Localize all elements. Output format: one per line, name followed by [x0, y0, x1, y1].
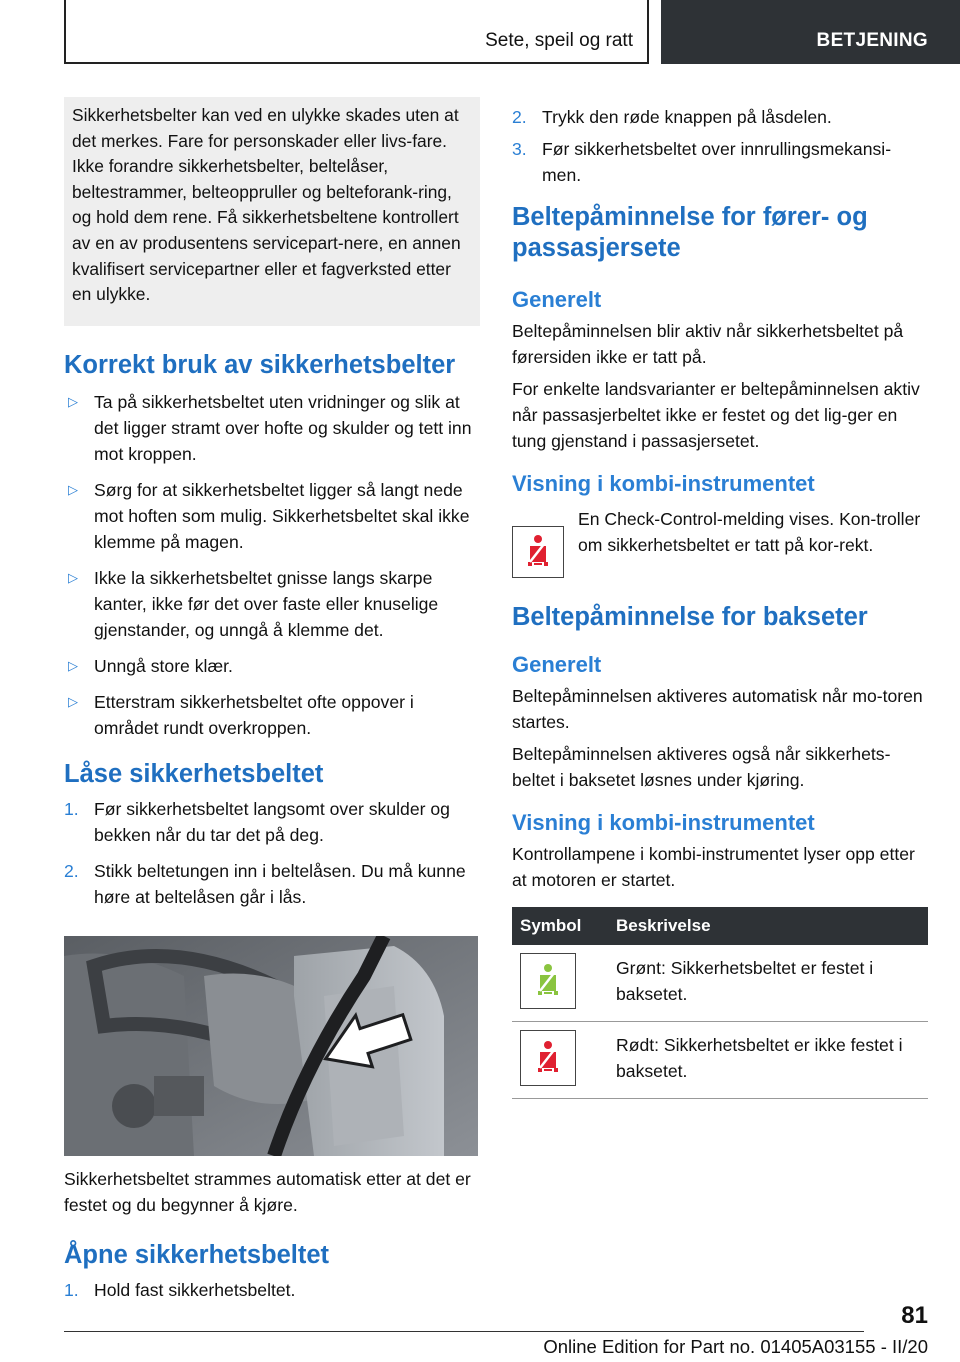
table-header-row — [512, 907, 928, 945]
paragraph: For enkelte landsvarianter er beltepåminnelsen aktiv når passasjerbeltet ikke er festet og det lig-ger en tung gjenstand i passasjersetet. — [512, 379, 920, 451]
triangle-bullet-icon: ▷ — [68, 481, 78, 497]
seatbelt-red-icon — [520, 1030, 576, 1086]
header-section-title: Sete, speil og ratt — [485, 30, 633, 51]
left-column — [64, 100, 480, 1313]
apne-steps-continued — [512, 104, 928, 188]
heading-apne: Åpne sikkerhetsbeltet — [64, 1240, 330, 1269]
list-item: ▷ Etterstram sikkerhetsbeltet ofte oppover i området rundt overkroppen. — [64, 689, 480, 741]
table-header-symbol: Symbol — [512, 907, 608, 945]
heading-forer-passasjer: Beltepåminnelse for fører- og passasjersete — [512, 203, 868, 262]
triangle-bullet-icon: ▷ — [68, 569, 78, 585]
page-number: 81 — [901, 1302, 928, 1329]
paragraph: Beltepåminnelsen blir aktiv når sikkerhetsbeltet på førersiden ikke er tatt på. — [512, 321, 904, 367]
heading-visning-1: Visning i kombi-instrumentet — [512, 471, 815, 496]
symbol-table — [512, 907, 928, 1099]
heading-generelt-1: Generelt — [512, 287, 602, 312]
paragraph: En Check-Control-melding vises. Kon-troller om sikkerhetsbeltet er tatt på kor-rekt. — [578, 509, 921, 555]
header-section-tab — [64, 0, 649, 64]
table-row — [512, 945, 928, 1022]
list-item: ▷ Sørg for at sikkerhetsbeltet ligger så langt nede mot hoften som mulig. Sikkerhetsbeltet skal ikke klemme på magen. — [64, 477, 480, 555]
footer-divider — [64, 1331, 864, 1332]
list-item: 2. Stikk beltetungen inn i beltelåsen. Du må kunne høre at beltelåsen går i lås. — [64, 860, 466, 907]
warning-text: Sikkerhetsbelter kan ved en ulykke skades uten at det merkes. Fare for personskader eller livs-fare. Ikke forandre sikkerhetsbelter, beltelåser, beltestrammer, belteoppruller og belteforank-ring, og hold dem rene. Få sikkerhetsbeltene kontrollert av en av produsentens servicepart-nere, en annen kvalifisert servicepartner eller et fagverksted etter en ulykke. — [72, 105, 461, 305]
bullet-list — [64, 389, 480, 741]
lase-steps — [64, 796, 480, 910]
table-header-description: Beskrivelse — [608, 907, 928, 945]
list-item: 1. Hold fast sikkerhetsbeltet. — [64, 1279, 296, 1300]
photo-caption: Sikkerhetsbeltet strammes automatisk etter at det er festet og du begynner å kjøre. — [64, 1168, 471, 1215]
seatbelt-green-icon — [520, 953, 576, 1009]
paragraph: Beltepåminnelsen aktiveres automatisk når mo-toren startes. — [512, 686, 923, 732]
paragraph: Kontrollampene i kombi-instrumentet lyser opp etter at motoren er startet. — [512, 844, 915, 890]
list-item: ▷ Unngå store klær. — [64, 653, 480, 679]
list-item: 3. Før sikkerhetsbeltet over innrullingsmekansi-men. — [512, 139, 892, 185]
apne-steps — [64, 1277, 480, 1303]
seatbelt-warning-icon — [512, 526, 564, 578]
table-row — [512, 1022, 928, 1099]
table-cell-description: Grønt: Sikkerhetsbeltet er festet i baksetet. — [608, 945, 928, 1022]
header-chapter-tab — [661, 0, 960, 64]
heading-lase: Låse sikkerhetsbeltet — [64, 759, 324, 788]
seatbelt-tensioner-photo — [64, 936, 478, 1156]
heading-bakseter: Beltepåminnelse for bakseter — [512, 603, 868, 631]
triangle-bullet-icon: ▷ — [68, 657, 78, 673]
list-item: 1. Før sikkerhetsbeltet langsomt over skulder og bekken når du tar det på deg. — [64, 798, 450, 845]
right-column — [512, 100, 928, 1099]
heading-korrekt-bruk: Korrekt bruk av sikkerhetsbelter — [64, 350, 456, 379]
heading-generelt-2: Generelt — [512, 652, 602, 677]
triangle-bullet-icon: ▷ — [68, 393, 78, 409]
warning-box — [64, 97, 480, 326]
check-control-row — [512, 506, 928, 578]
list-item: ▷ Ikke la sikkerhetsbeltet gnisse langs skarpe kanter, ikke før det over faste eller knuselige gjenstander, og unngå å klemme det. — [64, 565, 480, 643]
header-chapter-title: BETJENING — [816, 30, 928, 51]
triangle-bullet-icon: ▷ — [68, 693, 78, 709]
list-item: 2. Trykk den røde knappen på låsdelen. — [512, 107, 832, 127]
footer-edition: Online Edition for Part no. 01405A03155 - II/20 — [543, 1336, 928, 1357]
list-item: ▷ Ta på sikkerhetsbeltet uten vridninger og slik at det ligger stramt over hofte og skulder og tett inn mot kroppen. — [64, 389, 480, 467]
paragraph: Beltepåminnelsen aktiveres også når sikkerhets-beltet i baksetet løsnes under kjøring. — [512, 744, 891, 790]
heading-visning-2: Visning i kombi-instrumentet — [512, 810, 815, 835]
table-cell-description: Rødt: Sikkerhetsbeltet er ikke festet i baksetet. — [608, 1022, 928, 1099]
